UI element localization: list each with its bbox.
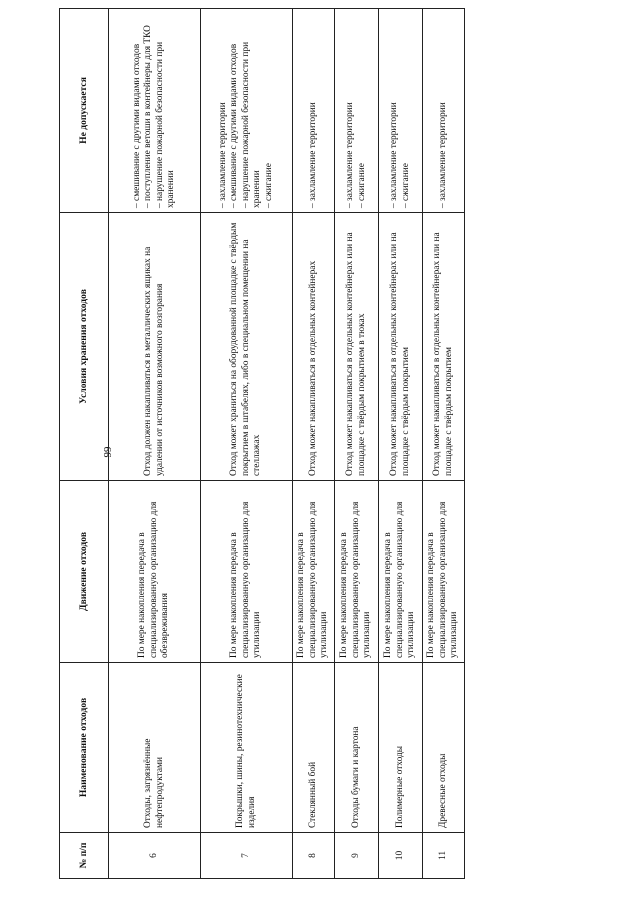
row-number: 8 (293, 833, 335, 879)
waste-name: Отходы бумаги и картона (335, 663, 379, 833)
storage-conditions: Отход может накапливаться в отдельных контейнерах или на площадке с твёрдым покрытием в тюках (335, 213, 379, 481)
forbidden-list (379, 9, 423, 213)
row-number: 6 (109, 833, 201, 879)
waste-table (59, 8, 465, 879)
waste-movement: По мере накопления передача в специализированную организацию для утилизации (335, 481, 379, 663)
forbidden-item: – поступление ветоши в контейнеры для ТКО (143, 25, 153, 208)
storage-conditions: Отход может храниться на оборудованной площадке с твёрдым покрытием в штабелях, либо в специальном помещении на стеллажах (201, 213, 293, 481)
forbidden-list (109, 9, 201, 213)
table-row (109, 9, 201, 879)
row-number: 10 (379, 833, 423, 879)
storage-conditions: Отход должен накапливаться в металлических ящиках на удалении от источников возможного возгорания (109, 213, 201, 481)
storage-conditions: Отход может накапливаться в отдельных контейнерах или на площадке с твёрдым покрытием (423, 213, 465, 481)
waste-name: Полимерные отходы (379, 663, 423, 833)
row-number: 9 (335, 833, 379, 879)
page-number-text: 99 (102, 446, 114, 458)
rotated-table-container (59, 9, 464, 879)
waste-movement: По мере накопления передача в специализированную организацию для утилизации (423, 481, 465, 663)
storage-conditions: Отход может накапливаться в отдельных контейнерах или на площадке с твёрдым покрытием (379, 213, 423, 481)
waste-movement: По мере накопления передача в специализированную организацию для утилизации (379, 481, 423, 663)
waste-name: Стеклянный бой (293, 663, 335, 833)
forbidden-list (335, 9, 379, 213)
row-number: 7 (201, 833, 293, 879)
forbidden-item: – смешивание с другими видами отходов (229, 43, 240, 208)
waste-name: Покрышки, шины, резинотехнические изделия (201, 663, 293, 833)
forbidden-item: – сжигание (356, 163, 367, 208)
header-forbidden: Не допускается (60, 9, 109, 213)
header-number: № п/п (60, 833, 109, 879)
forbidden-item: – захламление территории (345, 102, 355, 208)
waste-name: Древесные отходы (423, 663, 465, 833)
forbidden-item: – нарушение пожарной безопасности при хранении (240, 41, 263, 208)
header-row (60, 9, 109, 879)
header-name: Наименование отходов (60, 663, 109, 833)
table-row (423, 9, 465, 879)
header-conditions: Условия хранения отходов (60, 213, 109, 481)
waste-movement: По мере накопления передача в специализированную организацию для обезвреживания (109, 481, 201, 663)
header-movement: Движение отходов (60, 481, 109, 663)
forbidden-item: – захламление территории (307, 102, 318, 208)
table-row (293, 9, 335, 879)
waste-movement: По мере накопления передача в специализированную организацию для утилизации (293, 481, 335, 663)
forbidden-list (293, 9, 335, 213)
forbidden-item: – захламление территории (217, 102, 228, 208)
forbidden-item: – нарушение пожарной безопасности при хранении (154, 41, 176, 208)
waste-movement: По мере накопления передача в специализированную организацию для утилизации (201, 481, 293, 663)
forbidden-item: – смешивание с другими видами отходов (131, 43, 142, 208)
waste-name: Отходы, загрязнённые нефтепродуктами (109, 663, 201, 833)
row-number: 11 (423, 833, 465, 879)
table-row (335, 9, 379, 879)
forbidden-list (201, 9, 293, 213)
forbidden-item: – сжигание (400, 163, 411, 208)
table-row (201, 9, 293, 879)
forbidden-list (423, 9, 465, 213)
forbidden-item: – захламление территории (389, 102, 399, 208)
table-row (379, 9, 423, 879)
storage-conditions: Отход может накапливаться в отдельных контейнерах (293, 213, 335, 481)
forbidden-item: – захламление территории (437, 102, 448, 208)
forbidden-item: – сжигание (263, 163, 274, 208)
